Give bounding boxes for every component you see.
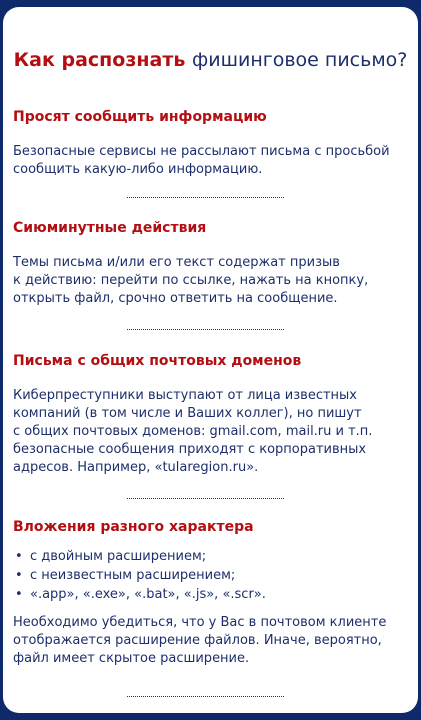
list-item: • с неизвестным расширением;	[15, 568, 236, 583]
section-text	[13, 254, 411, 308]
text-line: компаний (в том числе и Ваших коллег), но пишут	[13, 406, 362, 421]
section-heading: Письма с общих почтовых доменов	[13, 353, 302, 369]
section-public-domains	[13, 351, 411, 477]
list-item: • «.app», «.exe», «.bat», «.js», «.scr».	[15, 587, 266, 602]
section-divider	[127, 498, 284, 499]
text-line: Необходимо убедиться, что у Вас в почтовом клиенте	[13, 615, 387, 630]
text-line: сообщить какую-либо информацию.	[13, 162, 263, 177]
section-text	[13, 143, 411, 179]
section-attachments	[13, 517, 411, 668]
text-line: Темы письма и/или его текст содержат призыв	[13, 255, 340, 270]
bullet-icon: •	[15, 549, 23, 564]
text-line: к действию: перейти по ссылке, нажать на кнопку,	[13, 273, 369, 288]
section-divider	[127, 329, 284, 330]
text-line: Безопасные сервисы не рассылают письма с просьбой	[13, 144, 390, 159]
section-divider	[127, 696, 284, 697]
section-heading: Просят сообщить информацию	[13, 109, 267, 125]
attachment-list	[13, 547, 411, 604]
bullet-icon: •	[15, 587, 23, 602]
text-line: файл имеет скрытое расширение.	[13, 651, 250, 666]
text-line: Киберпреступники выступают от лица известных	[13, 388, 358, 403]
text-line: открыть файл, срочно ответить на сообщение.	[13, 291, 338, 306]
text-line: безопасные сообщения приходят с корпоративных	[13, 442, 367, 457]
section-divider	[127, 197, 284, 198]
section-request-info	[13, 107, 411, 179]
content-card	[3, 7, 418, 713]
text-line: отображается расширение файлов. Иначе, вероятно,	[13, 633, 382, 648]
section-text	[13, 387, 411, 477]
page-title	[3, 47, 418, 73]
text-line: с общих почтовых доменов: gmail.com, mail.ru и т.п.	[13, 424, 373, 439]
title-rest: фишинговое письмо?	[192, 49, 408, 71]
section-text	[13, 614, 411, 668]
title-highlight: Как распознать	[13, 49, 186, 71]
list-item: • с двойным расширением;	[15, 549, 207, 564]
section-heading: Сиюминутные действия	[13, 220, 207, 236]
section-heading: Вложения разного характера	[13, 519, 254, 535]
text-line: адресов. Например, «tularegion.ru».	[13, 460, 259, 475]
section-urgent-actions	[13, 218, 411, 308]
bullet-icon: •	[15, 568, 23, 583]
